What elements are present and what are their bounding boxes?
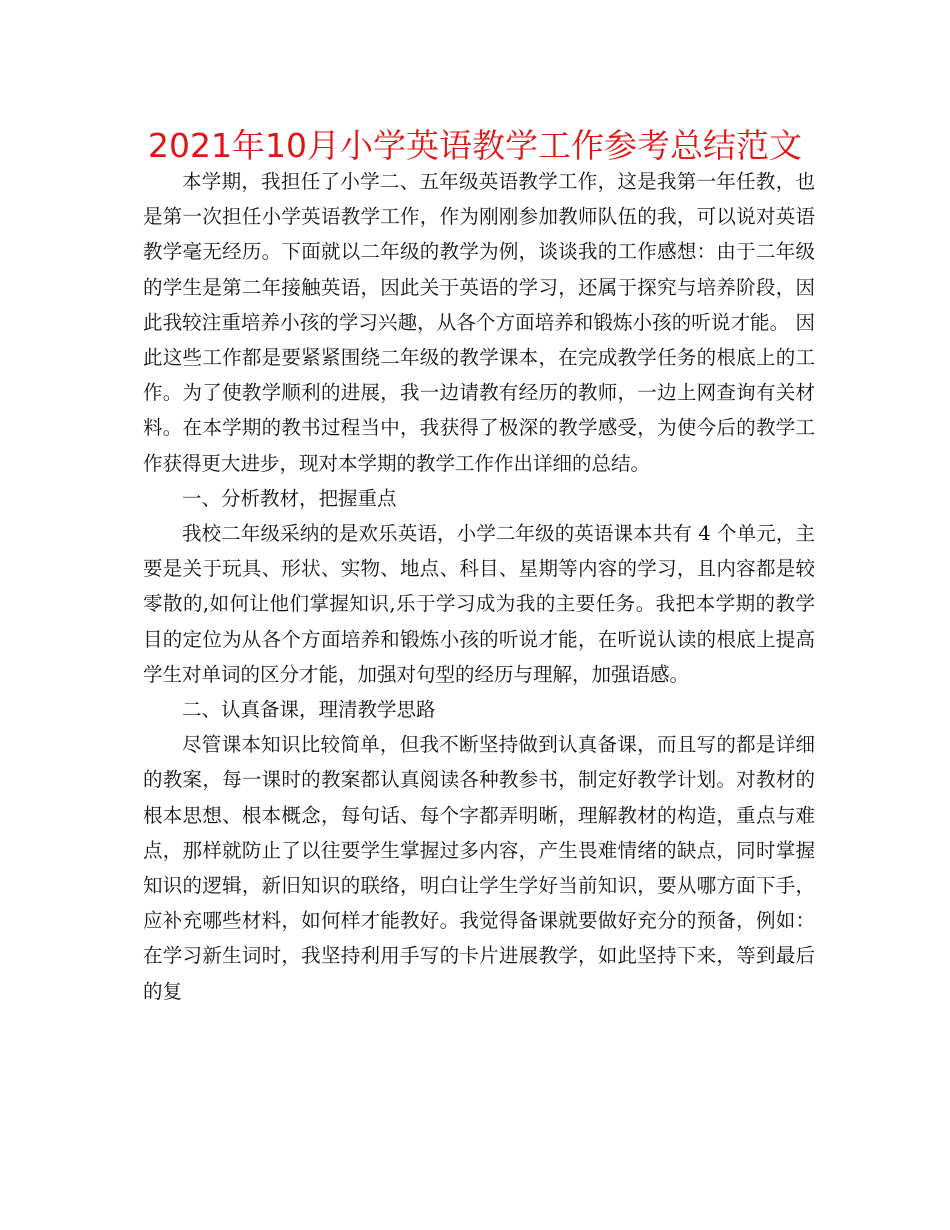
- document-body: [143, 164, 815, 1009]
- document-title: 2021年10月小学英语教学工作参考总结范文: [148, 126, 802, 165]
- section-heading-2: 二、认真备课，理清教学思路: [182, 698, 436, 722]
- section-heading-1: 一、分析教材，把握重点: [182, 486, 397, 510]
- paragraph-intro: 本学期，我担任了小学二、五年级英语教学工作，这是我第一年任教，也是第一次担任小学英语教学工作，作为刚刚参加教师队伍的我，可以说对英语教学毫无经历。下面就以二年级的教学为例，谈谈我的工作感想：由于二年级的学生是第二年接触英语，因此关于英语的学习，还属于探究与培养阶段，因此我较注重培养小孩的学习兴趣，从各个方面培养和锻炼小孩的听说才能。 因此这些工作都是要紧紧围绕二年级的教学课本，在完成教学任务的根底上的工作。为了使教学顺利的进展，我一边请教有经历的教师，一边上网查询有关材料。在本学期的教书过程当中，我获得了极深的教学感受，为使今后的教学工作获得更大进步，现对本学期的教学工作作出详细的总结。: [143, 170, 815, 475]
- paragraph-section-2: 尽管课本知识比较简单，但我不断坚持做到认真备课，而且写的都是详细的教案，每一课时的教案都认真阅读各种教参书，制定好教学计划。对教材的根本思想、根本概念，每句话、每个字都弄明晰，理解教材的构造，重点与难点，那样就防止了以往要学生掌握过多内容，产生畏难情绪的缺点，同时掌握知识的逻辑，新旧知识的联络，明白让学生学好当前知识，要从哪方面下手，应补充哪些材料，如何样才能教好。我觉得备课就要做好充分的预备，例如：在学习新生词时，我坚持利用手写的卡片进展教学，如此坚持下来，等到最后的复: [143, 733, 815, 1003]
- paragraph-section-1: 我校二年级采纳的是欢乐英语，小学二年级的英语课本共有 4 个单元，主要是关于玩具、形状、实物、地点、科目、星期等内容的学习，且内容都是较零散的,如何让他们掌握知识,乐于学习成为我的主要任务。我把本学期的教学目的定位为从各个方面培养和锻炼小孩的听说才能，在听说认读的根底上提高学生对单词的区分才能，加强对句型的经历与理解，加强语感。: [143, 522, 815, 686]
